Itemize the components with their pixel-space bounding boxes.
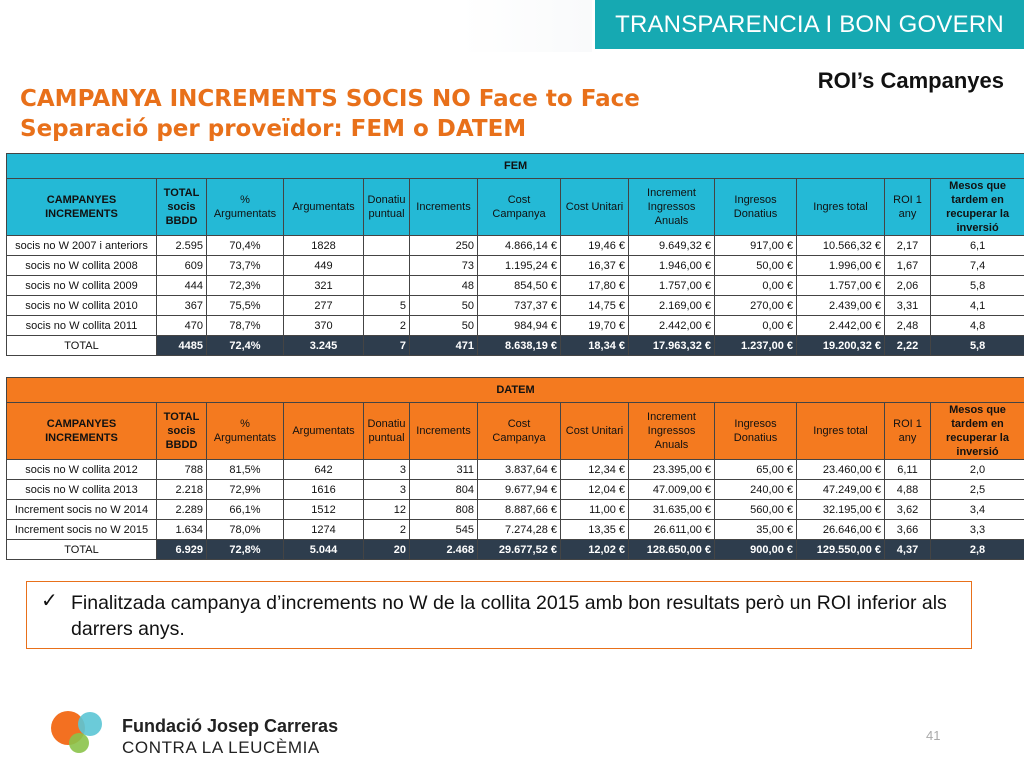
datem-col-header: Increment Ingressos Anuals <box>629 403 715 460</box>
table-cell: 1.757,00 € <box>797 276 885 296</box>
datem-col-header: ROI 1 any <box>885 403 931 460</box>
table-cell: 12 <box>364 500 410 520</box>
table-row <box>7 276 1024 296</box>
datem-col-header: Mesos que tardem en recuperar la inversió <box>931 403 1024 460</box>
table-cell: 2.218 <box>157 480 207 500</box>
banner-title: TRANSPARENCIA I BON GOVERN <box>592 0 1024 52</box>
table-cell: 8.887,66 € <box>478 500 561 520</box>
fem-col-header: ROI 1 any <box>885 179 931 236</box>
fem-header-row <box>7 179 1024 236</box>
table-cell: 32.195,00 € <box>797 500 885 520</box>
table-cell: 75,5% <box>207 296 284 316</box>
table-cell: 854,50 € <box>478 276 561 296</box>
datem-col-header: % Argumentats <box>207 403 284 460</box>
table-cell: 3,31 <box>885 296 931 316</box>
table-cell: 2.442,00 € <box>629 316 715 336</box>
table-cell: 16,37 € <box>561 256 629 276</box>
fem-col-header: Ingres total <box>797 179 885 236</box>
total-cell: 72,4% <box>207 336 284 356</box>
table-cell: 642 <box>284 460 364 480</box>
table-cell: 277 <box>284 296 364 316</box>
total-cell: TOTAL <box>7 336 157 356</box>
fem-col-header: Increments <box>410 179 478 236</box>
table-cell: 66,1% <box>207 500 284 520</box>
table-cell: 35,00 € <box>715 520 797 540</box>
total-cell: 2,8 <box>931 540 1024 560</box>
table-cell: 370 <box>284 316 364 336</box>
table-cell: 2,17 <box>885 236 931 256</box>
total-cell: 8.638,19 € <box>478 336 561 356</box>
table-cell: socis no W collita 2008 <box>7 256 157 276</box>
fem-col-header: Mesos que tardem en recuperar la inversió <box>931 179 1024 236</box>
table-cell: socis no W collita 2009 <box>7 276 157 296</box>
datem-table <box>6 377 1024 560</box>
total-cell: 20 <box>364 540 410 560</box>
table-cell: 5 <box>364 296 410 316</box>
fem-col-header: Cost Unitari <box>561 179 629 236</box>
table-cell: 240,00 € <box>715 480 797 500</box>
table-cell: 1.946,00 € <box>629 256 715 276</box>
datem-col-header: Donatiu puntual <box>364 403 410 460</box>
fem-table <box>6 153 1024 356</box>
table-cell: socis no W collita 2010 <box>7 296 157 316</box>
table-cell: 3,4 <box>931 500 1024 520</box>
table-cell: 609 <box>157 256 207 276</box>
table-cell: 23.460,00 € <box>797 460 885 480</box>
section-title: ROI’s Campanyes <box>817 68 1004 93</box>
table-cell: 1512 <box>284 500 364 520</box>
table-cell: 70,4% <box>207 236 284 256</box>
slide-title-line-1: CAMPANYA INCREMENTS SOCIS NO Face to Face <box>20 86 640 112</box>
table-cell: 9.649,32 € <box>629 236 715 256</box>
top-banner <box>0 0 1024 52</box>
table-cell: 1.195,24 € <box>478 256 561 276</box>
total-cell: 6.929 <box>157 540 207 560</box>
datem-table-body <box>7 460 1024 560</box>
slide-title <box>20 84 640 144</box>
table-cell: 545 <box>410 520 478 540</box>
total-cell: 900,00 € <box>715 540 797 560</box>
table-cell: 3 <box>364 480 410 500</box>
table-cell: 65,00 € <box>715 460 797 480</box>
table-cell: 1.634 <box>157 520 207 540</box>
fem-col-header: Donatiu puntual <box>364 179 410 236</box>
datem-group-label: DATEM <box>7 378 1024 403</box>
datem-col-header: TOTAL socis BBDD <box>157 403 207 460</box>
table-cell: 2.442,00 € <box>797 316 885 336</box>
table-cell: 6,1 <box>931 236 1024 256</box>
table-cell: 470 <box>157 316 207 336</box>
page-number: 41 <box>926 728 941 743</box>
table-cell: 17,80 € <box>561 276 629 296</box>
table-cell: 73 <box>410 256 478 276</box>
table-row <box>7 500 1024 520</box>
total-cell: 7 <box>364 336 410 356</box>
table-cell: 3,66 <box>885 520 931 540</box>
table-cell: socis no W collita 2011 <box>7 316 157 336</box>
table-cell: 1828 <box>284 236 364 256</box>
fem-col-header: TOTAL socis BBDD <box>157 179 207 236</box>
table-row <box>7 256 1024 276</box>
table-cell: 81,5% <box>207 460 284 480</box>
table-cell: 12,04 € <box>561 480 629 500</box>
datem-col-header: Argumentats <box>284 403 364 460</box>
total-cell: 471 <box>410 336 478 356</box>
total-cell: 4485 <box>157 336 207 356</box>
table-cell: Increment socis no W 2014 <box>7 500 157 520</box>
total-cell: 129.550,00 € <box>797 540 885 560</box>
table-cell: 9.677,94 € <box>478 480 561 500</box>
table-cell: 444 <box>157 276 207 296</box>
fem-col-header: CAMPANYES INCREMENTS <box>7 179 157 236</box>
table-cell: 5,8 <box>931 276 1024 296</box>
table-cell: 4.866,14 € <box>478 236 561 256</box>
total-cell: 128.650,00 € <box>629 540 715 560</box>
table-row <box>7 460 1024 480</box>
fem-group-label: FEM <box>7 154 1024 179</box>
total-row <box>7 336 1024 356</box>
table-cell: 72,9% <box>207 480 284 500</box>
table-cell: 2,48 <box>885 316 931 336</box>
datem-col-header: Cost Campanya <box>478 403 561 460</box>
datem-col-header: Ingresos Donatius <box>715 403 797 460</box>
table-cell: 50,00 € <box>715 256 797 276</box>
table-cell: 7,4 <box>931 256 1024 276</box>
table-cell: 78,7% <box>207 316 284 336</box>
conclusion-note <box>26 581 972 649</box>
table-cell: 2.595 <box>157 236 207 256</box>
table-row <box>7 236 1024 256</box>
table-cell: 917,00 € <box>715 236 797 256</box>
table-cell: 31.635,00 € <box>629 500 715 520</box>
table-cell: 367 <box>157 296 207 316</box>
datem-col-header: Increments <box>410 403 478 460</box>
table-cell: socis no W collita 2012 <box>7 460 157 480</box>
table-cell: 4,88 <box>885 480 931 500</box>
table-cell: Increment socis no W 2015 <box>7 520 157 540</box>
table-cell: 10.566,32 € <box>797 236 885 256</box>
table-cell: 321 <box>284 276 364 296</box>
table-cell: 47.249,00 € <box>797 480 885 500</box>
table-row <box>7 480 1024 500</box>
datem-table-section <box>6 377 1024 560</box>
fem-table-section <box>6 153 1024 356</box>
table-cell: 7.274,28 € <box>478 520 561 540</box>
table-cell: 26.646,00 € <box>797 520 885 540</box>
table-cell: 2,5 <box>931 480 1024 500</box>
table-cell <box>364 236 410 256</box>
table-cell: 11,00 € <box>561 500 629 520</box>
conclusion-text: Finalitzada campanya d’increments no W de la collita 2015 amb bon resultats però un ROI inferior als darrers anys. <box>71 592 947 640</box>
table-cell: 50 <box>410 296 478 316</box>
table-cell: 737,37 € <box>478 296 561 316</box>
table-cell: 1.757,00 € <box>629 276 715 296</box>
total-row <box>7 540 1024 560</box>
total-cell: 2.468 <box>410 540 478 560</box>
table-row <box>7 296 1024 316</box>
table-cell: 3 <box>364 460 410 480</box>
total-cell: 72,8% <box>207 540 284 560</box>
datem-col-header: Ingres total <box>797 403 885 460</box>
table-cell: 1274 <box>284 520 364 540</box>
org-name: Fundació Josep Carreras <box>122 716 339 736</box>
table-cell: 449 <box>284 256 364 276</box>
table-cell: 2.289 <box>157 500 207 520</box>
table-cell: 4,8 <box>931 316 1024 336</box>
datem-col-header: CAMPANYES INCREMENTS <box>7 403 157 460</box>
table-cell: 14,75 € <box>561 296 629 316</box>
table-cell: 2 <box>364 520 410 540</box>
fem-col-header: Argumentats <box>284 179 364 236</box>
table-cell: 804 <box>410 480 478 500</box>
table-cell: 808 <box>410 500 478 520</box>
table-cell: 1,67 <box>885 256 931 276</box>
table-cell: 560,00 € <box>715 500 797 520</box>
table-cell: 48 <box>410 276 478 296</box>
table-cell: 26.611,00 € <box>629 520 715 540</box>
table-cell: 50 <box>410 316 478 336</box>
fem-col-header: Ingresos Donatius <box>715 179 797 236</box>
table-cell: 78,0% <box>207 520 284 540</box>
total-cell: 19.200,32 € <box>797 336 885 356</box>
table-row <box>7 520 1024 540</box>
table-cell: 984,94 € <box>478 316 561 336</box>
org-subtitle: CONTRA LA LEUCÈMIA <box>122 738 320 757</box>
table-cell: 0,00 € <box>715 276 797 296</box>
table-cell: 2 <box>364 316 410 336</box>
table-cell: 2.439,00 € <box>797 296 885 316</box>
table-cell: 2.169,00 € <box>629 296 715 316</box>
total-cell: 3.245 <box>284 336 364 356</box>
table-cell: 6,11 <box>885 460 931 480</box>
table-cell: 250 <box>410 236 478 256</box>
total-cell: 17.963,32 € <box>629 336 715 356</box>
table-cell: 2,0 <box>931 460 1024 480</box>
table-cell: 19,46 € <box>561 236 629 256</box>
table-cell: 4,1 <box>931 296 1024 316</box>
table-cell: 72,3% <box>207 276 284 296</box>
table-cell: 12,34 € <box>561 460 629 480</box>
table-cell <box>364 276 410 296</box>
table-cell: 13,35 € <box>561 520 629 540</box>
table-cell: 270,00 € <box>715 296 797 316</box>
total-cell: TOTAL <box>7 540 157 560</box>
total-cell: 1.237,00 € <box>715 336 797 356</box>
circles-logo-icon <box>48 708 108 754</box>
total-cell: 5.044 <box>284 540 364 560</box>
table-cell: 47.009,00 € <box>629 480 715 500</box>
total-cell: 18,34 € <box>561 336 629 356</box>
table-cell: 0,00 € <box>715 316 797 336</box>
table-row <box>7 316 1024 336</box>
total-cell: 2,22 <box>885 336 931 356</box>
table-cell: 3,62 <box>885 500 931 520</box>
fem-col-header: Increment Ingressos Anuals <box>629 179 715 236</box>
fem-col-header: % Argumentats <box>207 179 284 236</box>
table-cell: 2,06 <box>885 276 931 296</box>
fem-col-header: Cost Campanya <box>478 179 561 236</box>
check-icon: ✓ <box>41 588 58 612</box>
table-cell: 788 <box>157 460 207 480</box>
slide-title-line-2: Separació per proveïdor: FEM o DATEM <box>20 116 527 142</box>
table-cell: 311 <box>410 460 478 480</box>
table-cell: 73,7% <box>207 256 284 276</box>
datem-col-header: Cost Unitari <box>561 403 629 460</box>
table-cell: 3.837,64 € <box>478 460 561 480</box>
total-cell: 12,02 € <box>561 540 629 560</box>
table-cell: 19,70 € <box>561 316 629 336</box>
table-cell: 3,3 <box>931 520 1024 540</box>
table-cell: 1.996,00 € <box>797 256 885 276</box>
table-cell: 23.395,00 € <box>629 460 715 480</box>
total-cell: 29.677,52 € <box>478 540 561 560</box>
datem-header-row <box>7 403 1024 460</box>
table-cell: socis no W 2007 i anteriors <box>7 236 157 256</box>
total-cell: 5,8 <box>931 336 1024 356</box>
table-cell <box>364 256 410 276</box>
fem-table-body <box>7 236 1024 356</box>
total-cell: 4,37 <box>885 540 931 560</box>
table-cell: socis no W collita 2013 <box>7 480 157 500</box>
table-cell: 1616 <box>284 480 364 500</box>
